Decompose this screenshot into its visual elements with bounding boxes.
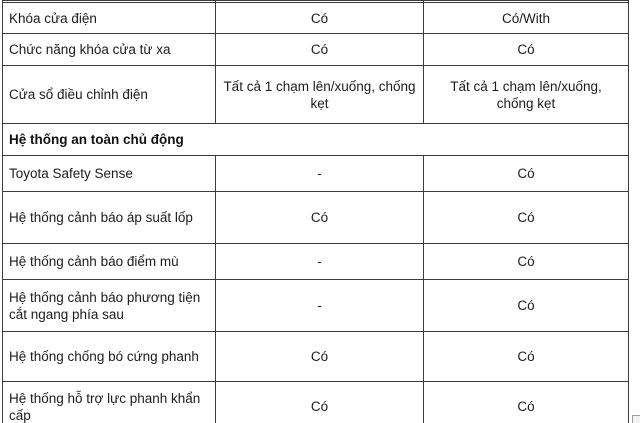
variant1-value: -	[216, 156, 424, 192]
variant1-value: -	[216, 244, 424, 280]
variant1-value: Có	[216, 382, 424, 423]
variant2-value: Có/With	[424, 3, 629, 34]
cropped-corner-box	[632, 415, 640, 423]
feature-label: Cửa sổ điều chỉnh điện	[3, 66, 216, 124]
feature-label: Hệ thống cảnh báo điểm mù	[3, 244, 216, 280]
variant2-value: Có	[424, 332, 629, 382]
feature-label: Chức năng khóa cửa từ xa	[3, 34, 216, 66]
variant2-value: Có	[424, 280, 629, 332]
table-row	[3, 332, 629, 382]
feature-label: Toyota Safety Sense	[3, 156, 216, 192]
section-header-label: Hệ thống an toàn chủ động	[3, 124, 629, 156]
variant1-value: Có	[216, 34, 424, 66]
table-row	[3, 34, 629, 66]
table-row	[3, 280, 629, 332]
table-row	[3, 244, 629, 280]
variant2-value: Có	[424, 244, 629, 280]
variant1-value: Có	[216, 332, 424, 382]
feature-label: Hệ thống cảnh báo áp suất lốp	[3, 192, 216, 244]
table-row	[3, 66, 629, 124]
variant2-value: Tất cả 1 chạm lên/xuống, chống kẹt	[424, 66, 629, 124]
variant1-value: -	[216, 280, 424, 332]
feature-label: Hệ thống hỗ trợ lực phanh khẩn cấp	[3, 382, 216, 423]
table-row	[3, 192, 629, 244]
section-header-row	[3, 124, 629, 156]
variant2-value: Có	[424, 34, 629, 66]
feature-label: Hệ thống chống bó cứng phanh	[3, 332, 216, 382]
variant1-value: Có	[216, 3, 424, 34]
feature-label: Khóa cửa điện	[3, 3, 216, 34]
table-row	[3, 3, 629, 34]
table-row	[3, 382, 629, 423]
feature-label: Hệ thống cảnh báo phương tiện cắt ngang phía sau	[3, 280, 216, 332]
variant2-value: Có	[424, 382, 629, 423]
variant2-value: Có	[424, 156, 629, 192]
table-row	[3, 156, 629, 192]
variant1-value: Có	[216, 192, 424, 244]
variant2-value: Có	[424, 192, 629, 244]
variant1-value: Tất cả 1 chạm lên/xuống, chống kẹt	[216, 66, 424, 124]
spec-table	[2, 0, 629, 423]
